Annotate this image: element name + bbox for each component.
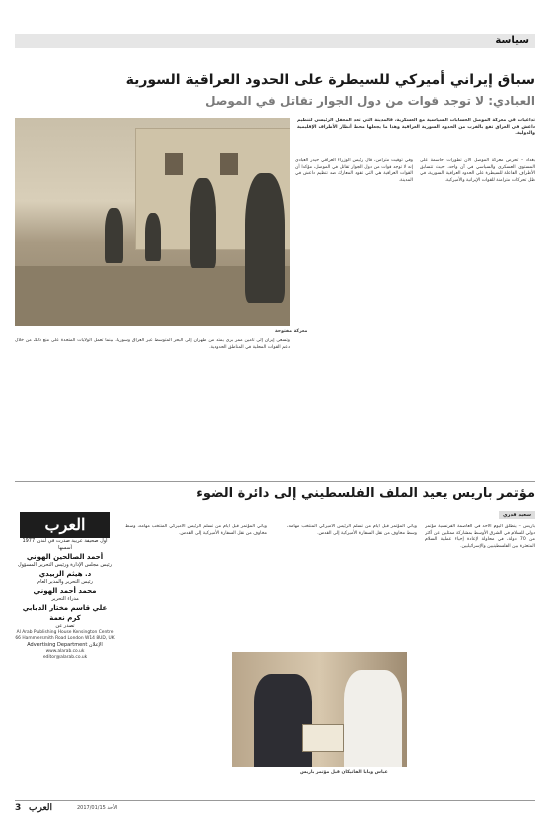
masthead-editors-title: مدراء التحرير bbox=[51, 596, 79, 602]
article2-column-right: باريس – ينطلق اليوم الأحد في العاصمة الفرنسية مؤتمر دولي للسلام في الشرق الأوسط بمشاركة ممثلين عن أكثر من 70 دولة، في محاولة لإعادة إحياء عملية السلام المتعثرة بين الفلسطينيين والإسرائيليين. bbox=[425, 524, 535, 549]
masthead-chairman-title: رئيس مجلس الإدارة ورئيس التحرير المسؤول bbox=[17, 562, 113, 568]
masthead-founder: أحمد الصالحين الهوني bbox=[26, 553, 104, 561]
article1-headline: سباق إيراني أميركي للسيطرة على الحدود العراقية السورية bbox=[125, 72, 535, 88]
section-label: سياسة bbox=[495, 35, 529, 46]
article1-subheadline: العبادي: لا توجد قوات من دول الجوار تقاتل في الموصل bbox=[205, 94, 535, 108]
photo-soldier bbox=[105, 208, 123, 263]
article1-photo-caption: معركة مفتوحة bbox=[275, 329, 308, 334]
masthead-address: Al Arab Publishing House Kensington Centre 66 Hammersmith Road London W14 8UD, UK bbox=[15, 630, 115, 641]
divider bbox=[15, 481, 535, 482]
masthead-editors: علي قاسم مختار الدبابي كرم نعمة bbox=[22, 604, 108, 622]
masthead-line2: أسسها bbox=[58, 545, 72, 551]
masthead-web: www.alarab.co.uk bbox=[45, 649, 85, 654]
page-footer bbox=[15, 800, 535, 815]
article2-headline: مؤتمر باريس يعيد الملف الفلسطيني إلى دائرة الضوء bbox=[196, 486, 535, 501]
article1-lower-text: وتسعى إيران إلى تأمين ممر بري يمتد من طهران إلى البحر المتوسط عبر العراق وسوريا، بينما تعمل الولايات المتحدة على منع ذلك من خلال دعم القوات المحلية في المناطق الحدودية. bbox=[15, 338, 290, 350]
masthead-chairman: د. هيثم الزبيدي bbox=[38, 570, 92, 578]
footer-logo: العرب bbox=[29, 803, 53, 813]
masthead-deputy: محمد أحمد الهوني bbox=[33, 587, 97, 595]
masthead-email: editor@alarab.co.uk bbox=[42, 655, 88, 660]
section-bar bbox=[15, 34, 535, 48]
article1-column-middle: وفي توقيت متزامن، قال رئيس الوزراء العراقي حيدر العبادي إنه لا توجد قوات من دول الجوار تقاتل في الموصل، مؤكدا أن القوات العراقية هي التي تقود المعارك ضد تنظيم داعش في المدينة. bbox=[295, 158, 413, 183]
page-number: 3 bbox=[15, 803, 22, 813]
footer-date: الأحد 2017/01/15 bbox=[77, 805, 118, 811]
masthead-deputy-title: رئيس التحرير والمدير العام bbox=[37, 579, 93, 585]
article1-column-right: بغداد – تحرص معركة الموصل الآن تطورات حاسمة على المستوى العسكري والسياسي في آن واحد، حيث تتسابق الأطراف الفاعلة للسيطرة على الحدود العراقية السورية، في ظل تحركات متزامنة للقوات الإيرانية والأميركية. bbox=[420, 158, 535, 183]
photo-book bbox=[302, 724, 344, 752]
article2-column-left: ويأتي المؤتمر قبل أيام من تسلم الرئيس الأميركي المنتخب مهامه، وسط مخاوف من نقل السفارة الأميركية إلى القدس. bbox=[125, 524, 267, 536]
masthead-publisher-title: تصدر عن bbox=[55, 623, 75, 629]
masthead-ads-title: الإعلان Advertising Department bbox=[27, 642, 103, 648]
article2-photo-caption: عباس وبابا الفاتيكان قبل مؤتمر باريس bbox=[300, 770, 388, 775]
photo-window bbox=[165, 153, 183, 175]
photo-window bbox=[220, 153, 238, 175]
article2-author: سعيد قدري bbox=[499, 511, 535, 519]
masthead-logo: العرب bbox=[20, 512, 110, 538]
photo-soldier bbox=[245, 173, 285, 303]
photo-person bbox=[254, 674, 312, 767]
article2-photo bbox=[232, 652, 407, 767]
article1-photo bbox=[15, 118, 290, 326]
article2-column-middle: ويأتي المؤتمر قبل أيام من تسلم الرئيس الأميركي المنتخب مهامه، وسط مخاوف من نقل السفارة الأميركية إلى القدس. bbox=[287, 524, 417, 536]
masthead-line1: أول صحيفة عربية صدرت في لندن 1977 bbox=[22, 538, 108, 544]
masthead bbox=[15, 512, 115, 661]
photo-person bbox=[344, 670, 402, 767]
photo-soldier bbox=[190, 178, 216, 268]
article1-intro: تداعيات في معركة الموصل الحسابات السياسية مع العسكرية، فالمدينة التي تعد المعقل الرئيسي لتنظيم داعش في العراق تقع بالقرب من الحدود السورية العراقية وهذا ما يجعلها محط أنظار الأطراف الإقليمية والدولية. bbox=[297, 118, 535, 137]
photo-soldier bbox=[145, 213, 161, 261]
